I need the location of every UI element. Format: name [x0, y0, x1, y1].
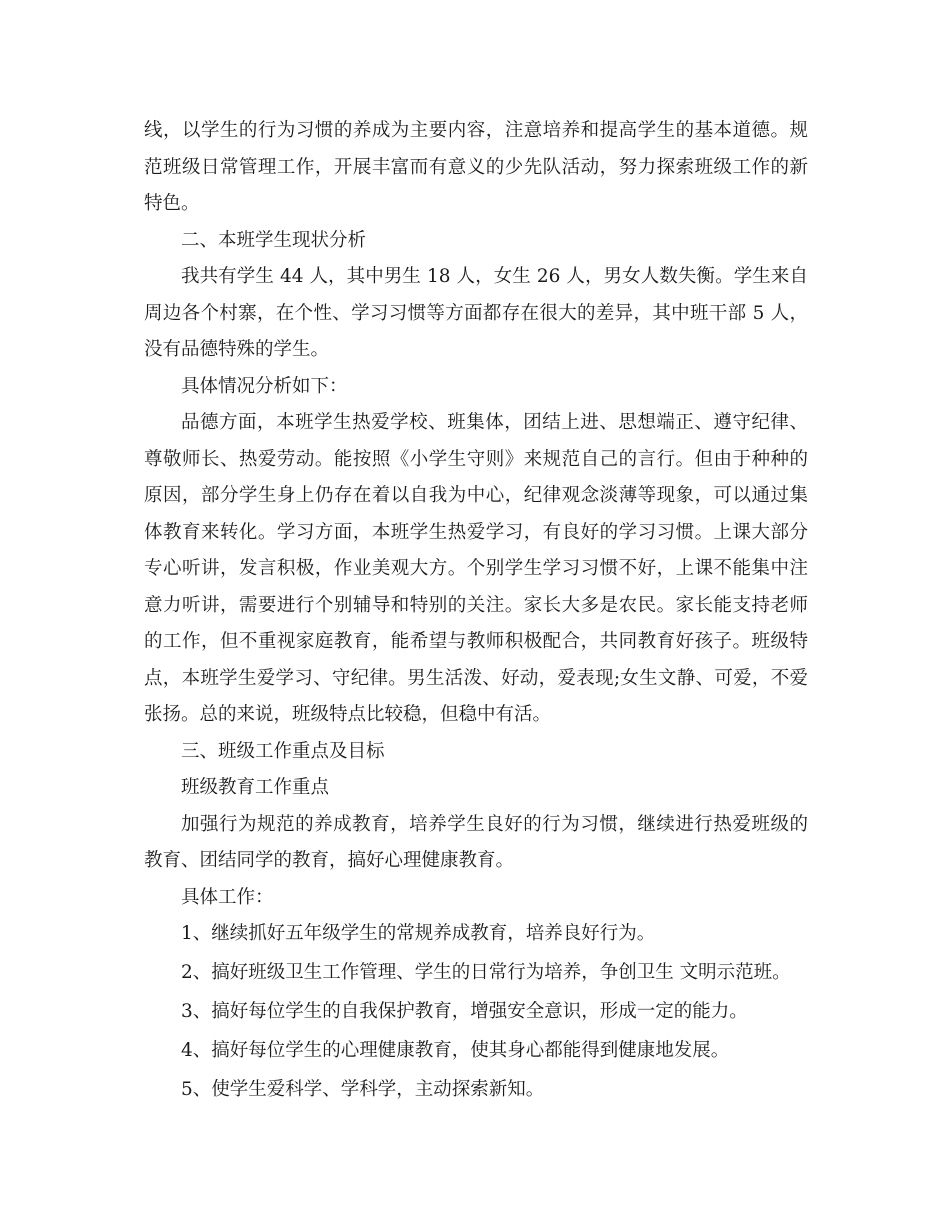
subheading-specific-work: 具体工作：: [181, 886, 274, 908]
section-heading-2: 二、本班学生现状分析: [181, 229, 367, 251]
list-item: 1、继续抓好五年级学生的常规养成教育，培养良好行为。: [181, 923, 656, 944]
work-list: [144, 916, 808, 1109]
paragraph-education-focus: 加强行为规范的养成教育，培养学生良好的行为习惯，继续进行热爱班级的教育、团结同学的教育，搞好心理健康教育。: [144, 813, 808, 871]
paragraph-analysis-intro: 具体情况分析如下：: [181, 375, 348, 397]
list-item: 2、搞好班级卫生工作管理、学生的日常行为培养，争创卫生 文明示范班。: [181, 962, 791, 983]
list-item: 4、搞好每位学生的心理健康教育，使其身心都能得到健康地发展。: [181, 1040, 730, 1061]
list-item: 5、使学生爱科学、学科学，主动探索新知。: [181, 1079, 545, 1100]
subheading-education-focus: 班级教育工作重点: [181, 777, 330, 798]
paragraph-analysis-detail: 品德方面，本班学生热爱学校、班集体，团结上进、思想端正、遵守纪律、尊敬师长、热爱劳动。能按照《小学生守则》来规范自己的言行。但由于种种的原因，部分学生身上仍存在着以自我为中心，纪律观念淡薄等现象，可以通过集体教育来转化。学习方面，本班学生热爱学习，有良好的学习习惯。上课大部分专心听讲，发言积极，作业美观大方。个别学生学习习惯不好，上课不能集中注意力听讲，需要进行个别辅导和特别的关注。家长大多是农民。家长能支持老师的工作，但不重视家庭教育，能希望与教师积极配合，共同教育好孩子。班级特点，本班学生爱学习、守纪律。男生活泼、好动，爱表现;女生文静、可爱，不爱张扬。总的来说，班级特点比较稳，但稳中有活。: [144, 412, 808, 725]
paragraph-continuation: 线，以学生的行为习惯的养成为主要内容，注意培养和提高学生的基本道德。规范班级日常管理工作，开展丰富而有意义的少先队活动，努力探索班级工作的新特色。: [144, 120, 808, 214]
list-item: 3、搞好每位学生的自我保护教育，增强安全意识，形成一定的能力。: [181, 1001, 748, 1022]
document-body: [144, 113, 808, 1111]
section-heading-3: 三、班级工作重点及目标: [181, 740, 385, 762]
paragraph-student-count: 我共有学生 44 人，其中男生 18 人，女生 26 人，男女人数失衡。学生来自周边各个村寨，在个性、学习习惯等方面都存在很大的差异，其中班干部 5 人，没有品德特殊的学生。: [144, 266, 808, 360]
